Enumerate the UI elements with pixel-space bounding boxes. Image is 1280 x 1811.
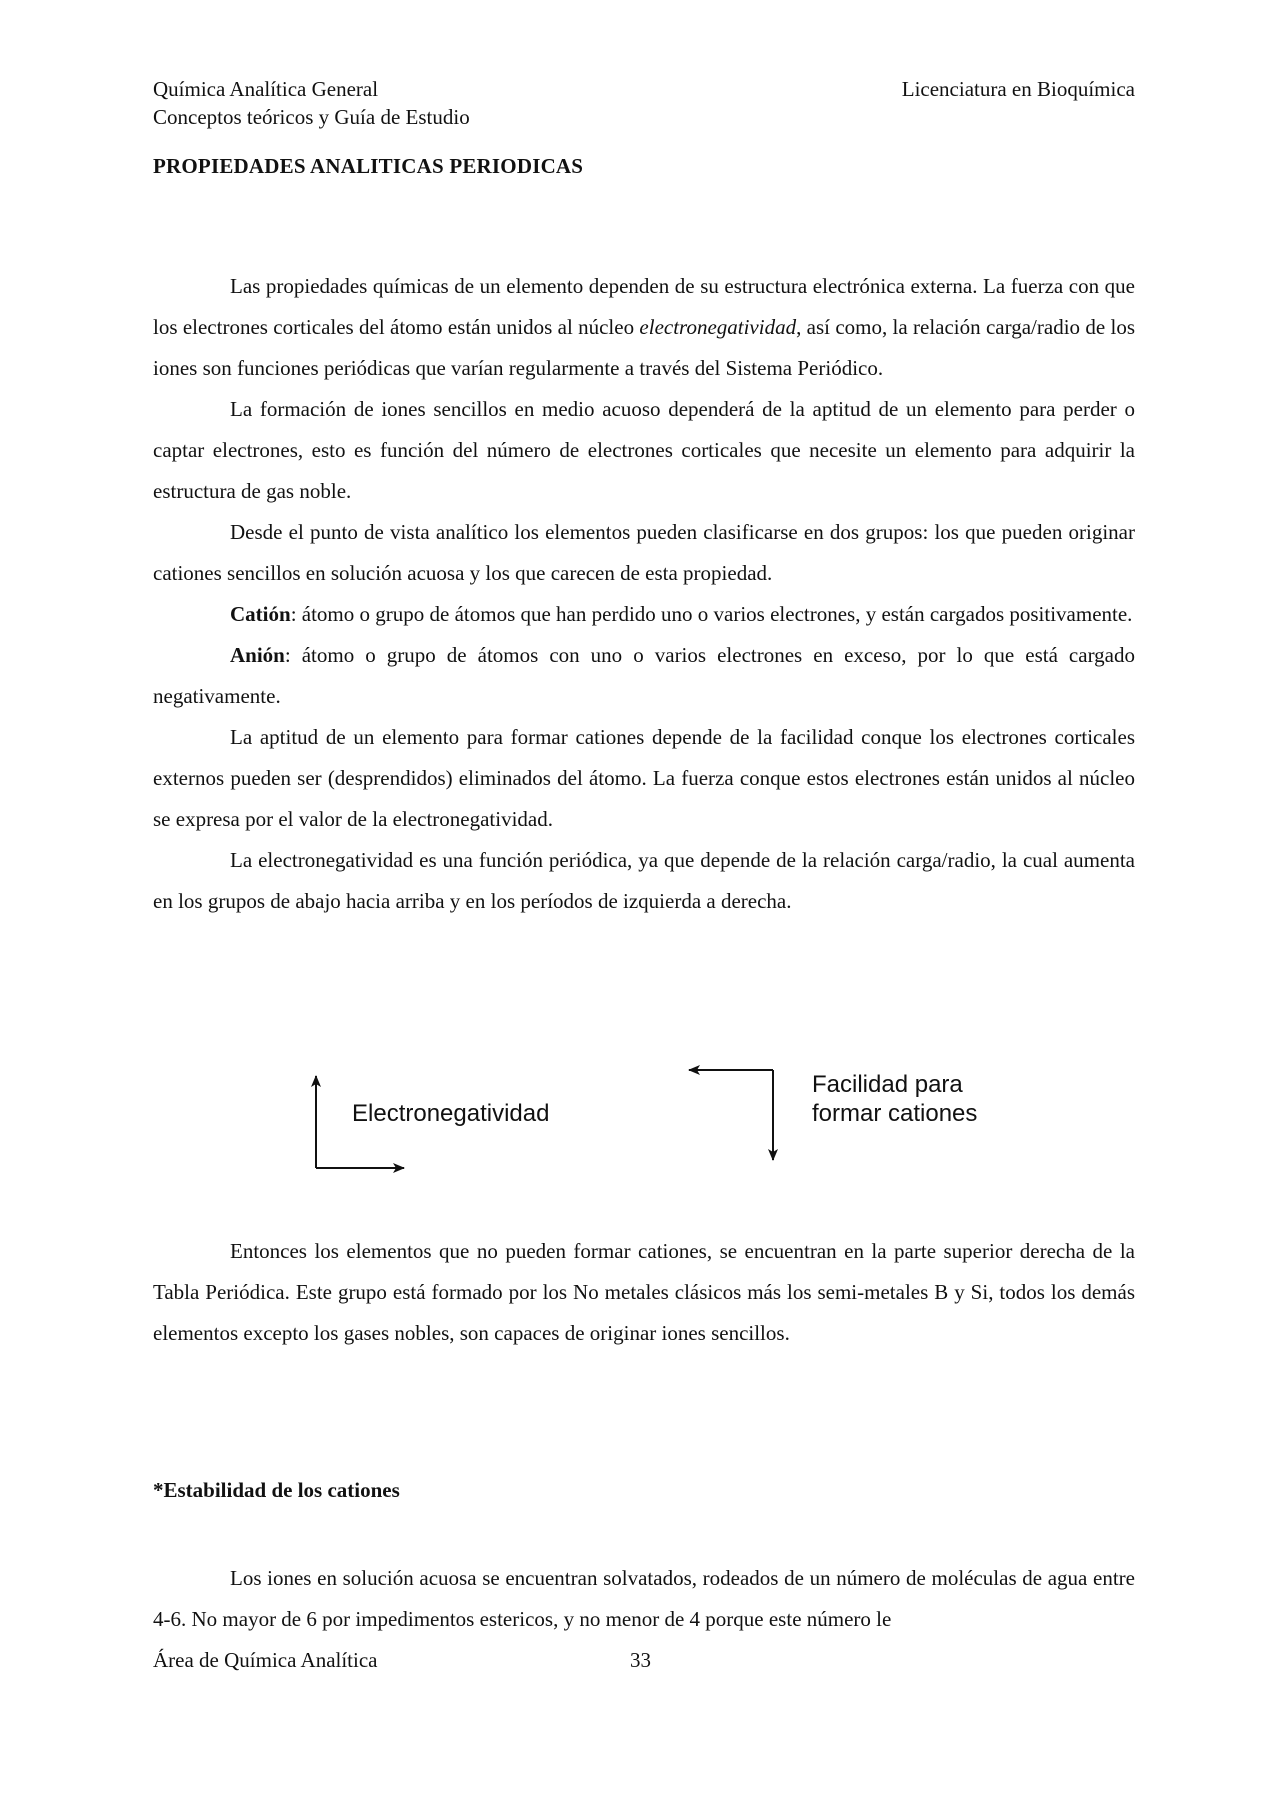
paragraph-electronegativity-periodic: La electronegatividad es una función periódica, ya que depende de la relación carga/radio, la cual aumenta en los grupos de abajo hacia arriba y en los períodos de izquierda a derecha.	[153, 848, 1135, 913]
cation-formation-trend-arrow	[689, 1070, 773, 1160]
body-text-bottom	[153, 1558, 1135, 1640]
cation-term: Catión	[230, 602, 291, 626]
header-degree: Licenciatura en Bioquímica	[901, 77, 1135, 101]
diagram-label-electronegativity: Electronegatividad	[352, 1100, 550, 1127]
trend-diagram	[0, 1040, 1280, 1180]
paragraph-ion-formation: La formación de iones sencillos en medio acuoso dependerá de la aptitud de un elemento para perder o captar electrones, esto es función del número de electrones corticales que necesite un elemento para adquirir la estructura de gas noble.	[153, 397, 1135, 503]
paragraph-classification: Desde el punto de vista analítico los elementos pueden clasificarse en dos grupos: los que pueden originar cationes sencillos en solución acuosa y los que carecen de esta propiedad.	[153, 520, 1135, 585]
paragraph-anion-definition: Anión: átomo o grupo de átomos con uno o varios electrones en exceso, por lo que está cargado negativamente.	[153, 643, 1135, 708]
footer-area: Área de Química Analítica	[153, 1648, 378, 1672]
paragraph-cation-definition: Catión: átomo o grupo de átomos que han perdido uno o varios electrones, y están cargados positivamente.	[230, 602, 1133, 626]
header-course: Química Analítica General	[153, 77, 379, 101]
header-subtitle: Conceptos teóricos y Guía de Estudio	[153, 105, 470, 129]
page-number: 33	[630, 1648, 651, 1672]
diagram-label-cation-facility-line2: formar cationes	[812, 1100, 978, 1127]
paragraph-solvated-ions: Los iones en solución acuosa se encuentran solvatados, rodeados de un número de moléculas de agua entre 4-6. No mayor de 6 por impedimentos estericos, y no menor de 4 porque este número le	[153, 1566, 1135, 1631]
body-text-middle	[153, 1231, 1135, 1354]
anion-term: Anión	[230, 643, 285, 667]
page-title: PROPIEDADES ANALITICAS PERIODICAS	[153, 154, 584, 178]
paragraph-electronic-structure: Las propiedades químicas de un elemento dependen de su estructura electrónica externa. La fuerza con que los electrones corticales del átomo están unidos al núcleo electronegatividad, así como, la relación carga/radio de los iones son funciones periódicas que varían regularmente a través del Sistema Periódico.	[153, 274, 1135, 380]
diagram-label-cation-facility-line1: Facilidad para	[812, 1071, 963, 1098]
paragraph-cation-aptitude: La aptitud de un elemento para formar cationes depende de la facilidad conque los electrones corticales externos pueden ser (desprendidos) eliminados del átomo. La fuerza conque estos electrones están unidos al núcleo se expresa por el valor de la electronegatividad.	[153, 725, 1135, 831]
term-electronegatividad: electronegatividad	[639, 315, 797, 339]
paragraph-non-cation-elements: Entonces los elementos que no pueden formar cationes, se encuentran en la parte superior derecha de la Tabla Periódica. Este grupo está formado por los No metales clásicos más los semi-metales B y Si, todos los demás elementos excepto los gases nobles, son capaces de originar iones sencillos.	[153, 1239, 1135, 1345]
body-text-top	[153, 266, 1135, 922]
section-heading-cation-stability: *Estabilidad de los cationes	[153, 1478, 400, 1502]
